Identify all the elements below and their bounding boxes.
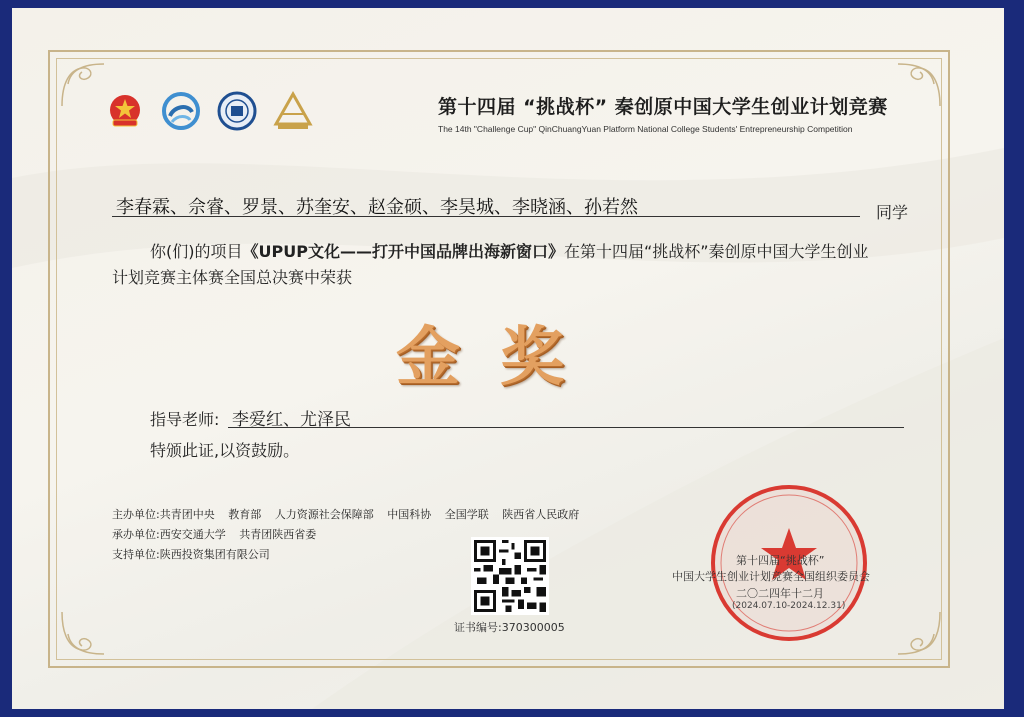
names-underline (112, 216, 860, 217)
organizer-label: 主办单位: (112, 508, 160, 521)
organizer-value: 共青团中央 教育部 人力资源社会保障部 中国科协 全国学联 陕西省人民政府 (159, 508, 580, 521)
corner-ornament-bottom-right (896, 610, 942, 656)
corner-ornament-top-left (60, 62, 106, 108)
signature-line-1: 第十四届“挑战杯” (736, 554, 825, 567)
body-prefix: 你(们)的项目 (150, 242, 243, 261)
recipient-names: 李春霖、佘睿、罗景、苏奎安、赵金硕、李昊城、李晓涵、孙若然 (116, 197, 638, 218)
organizer-value: 西安交通大学 共青团陕西省委 (159, 528, 317, 541)
body-line-1 (150, 239, 869, 262)
organizer-value: 陕西投资集团有限公司 (159, 548, 270, 561)
recipient-suffix: 同学 (876, 203, 909, 222)
organizer-label: 承办单位: (112, 528, 160, 541)
advisor-underline (228, 427, 904, 428)
qr-code-icon (471, 537, 549, 615)
body-suffix: 在第十四届“挑战杯”秦创原中国大学生创业 (563, 242, 869, 261)
competition-title-english: The 14th "Challenge Cup" QinChuangYuan Platform National College Students' Entrepreneurship Competition (438, 124, 853, 134)
corner-ornament-top-right (896, 62, 942, 108)
advisor-names: 李爱红、尤泽民 (232, 410, 351, 430)
university-seal-icon (216, 90, 258, 132)
swirl-logo-icon (160, 90, 202, 132)
organizer-label: 支持单位: (112, 548, 160, 561)
advisor-label: 指导老师: (150, 410, 220, 429)
youth-league-emblem-icon (104, 90, 146, 132)
certificate-number: 证书编号:370300005 (454, 621, 565, 634)
organizer-row (112, 505, 579, 525)
challenge-cup-logo-icon (272, 90, 314, 132)
logo-row (104, 86, 314, 136)
body-line-2: 计划竞赛主体赛全国总决赛中荣获 (112, 268, 353, 287)
seal-date-range: (2024.07.10-2024.12.31) (732, 601, 846, 611)
signature-date: 二〇二四年十二月 (736, 587, 824, 600)
competition-title: 第十四届 “挑战杯” 秦创原中国大学生创业计划竞赛 (438, 96, 888, 118)
corner-ornament-bottom-left (60, 610, 106, 656)
signature-line-2: 中国大学生创业计划竞赛全国组织委员会 (672, 570, 870, 583)
special-note: 特颁此证,以资鼓励。 (150, 441, 300, 460)
award-title: 金奖 (396, 320, 604, 395)
project-title: 《UPUP文化——打开中国品牌出海新窗口》 (242, 242, 564, 261)
